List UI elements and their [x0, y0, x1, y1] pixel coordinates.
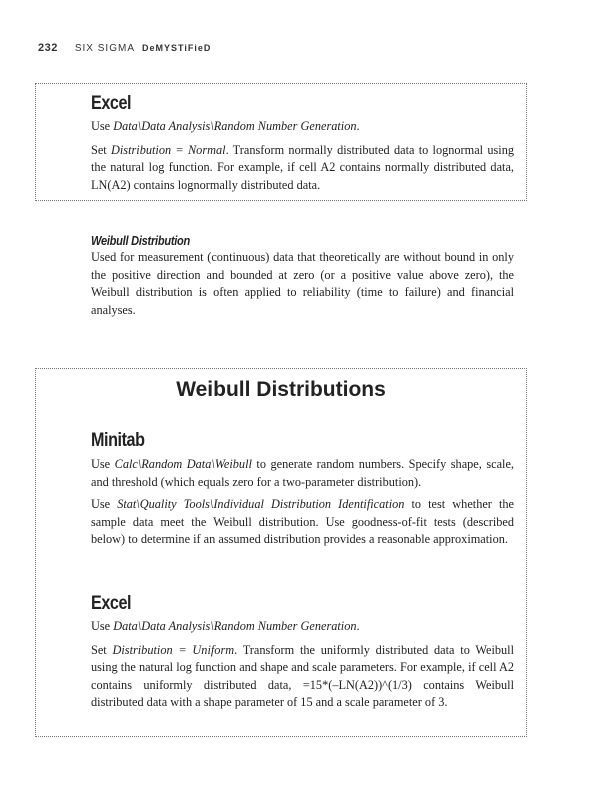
minitab-use-paragraph-1: Use Calc\Random Data\Weibull to generate random numbers. Specify shape, scale, and threshold (which equals zero for a two-parameter distribution).	[91, 457, 514, 489]
minitab-use-paragraph-2: Use Stat\Quality Tools\Individual Distribution Identification to test whether the sample data meet the Weibull distribution. Use goodness-of-fit tests (described below) to determine if an assumed distribution provides a reasonable approximation.	[91, 497, 514, 546]
minitab-content	[91, 430, 514, 549]
weibull-heading: Weibull Distribution	[91, 233, 191, 248]
excel-lognormal-content	[91, 93, 514, 194]
brand-name: DeMYSTiFieD	[141, 43, 212, 53]
excel-weibull-set-paragraph: Set Distribution = Uniform. Transform the uniformly distributed data to Weibull using the natural log function and shape and scale parameters. For example, if cell A2 contains uniformly distributed data, =15*(–LN(A2))^(1/3) contains Weibull distributed data with a shape parameter of 15 and a scale parameter of 3.	[91, 642, 515, 709]
page-number: 232	[38, 42, 58, 54]
excel-use-paragraph: Use Data\Data Analysis\Random Number Generation.	[91, 119, 360, 133]
weibull-body: Used for measurement (continuous) data that theoretically are without bound in only the positive direction and bounded at zero (or a positive value above zero), the Weibull distribution is often applied to reliability (time to failure) and financial analyses.	[91, 250, 514, 317]
box-title: Weibull Distributions	[176, 378, 386, 401]
excel-weibull-use-paragraph: Use Data\Data Analysis\Random Number Generation.	[91, 619, 360, 633]
excel-set-paragraph: Set Distribution = Normal. Transform normally distributed data to lognormal using the natural log function. For example, if cell A2 contains normally distributed data, LN(A2) contains lognormally distributed data.	[91, 142, 515, 192]
excel-weibull-content	[91, 593, 514, 712]
minitab-heading: Minitab	[91, 430, 145, 451]
weibull-section	[91, 233, 514, 319]
excel-heading: Excel	[91, 93, 132, 114]
running-header	[38, 42, 211, 54]
excel-weibull-heading: Excel	[91, 593, 132, 614]
series-name: SIX SIGMA	[74, 43, 135, 54]
